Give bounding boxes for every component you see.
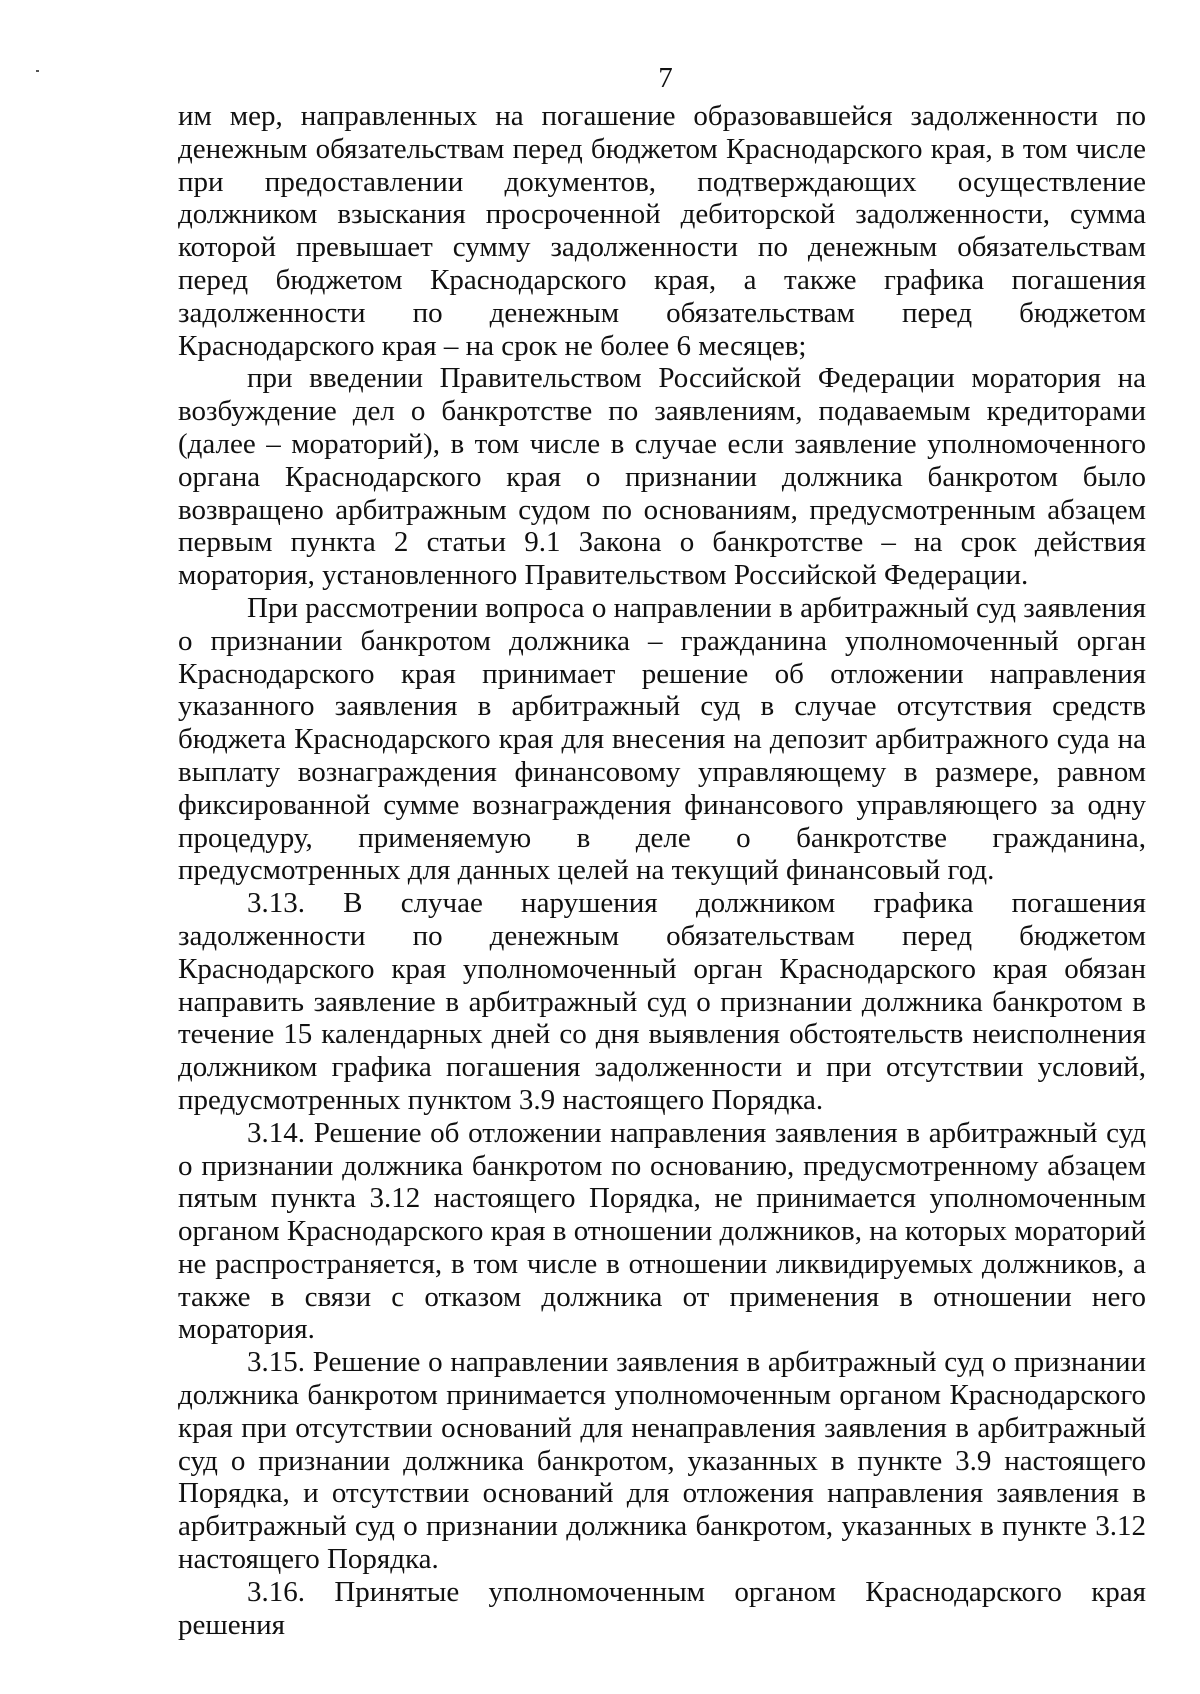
document-body [178,100,1146,1641]
page-number: 7 [658,62,673,94]
paragraph-continuation: им мер, направленных на погашение образовавшейся задолженности по денежным обязательствам перед бюджетом Краснодарского края, в том числе при предоставлении документов, подтверждающих осуществление должником взыскания просроченной дебиторской задолженности, сумма которой превышает сумму задолженности по денежным обязательствам перед бюджетом Краснодарского края, а также графика погашения задолженности по денежным обязательствам перед бюджетом Краснодарского края – на срок не более 6 месяцев; [178,100,1146,362]
paragraph-citizen-bankruptcy: При рассмотрении вопроса о направлении в арбитражный суд заявления о признании банкротом должника – гражданина уполномоченный орган Краснодарского края принимает решение об отложении направления указанного заявления в арбитражный суд в случае отсутствия средств бюджета Краснодарского края для внесения на депозит арбитражного суда на выплату вознаграждения финансовому управляющему в размере, равном фиксированной сумме вознаграждения финансового управляющего за одну процедуру, применяемую в деле о банкротстве гражданина, предусмотренных для данных целей на текущий финансовый год. [178,591,1146,887]
paragraph-3-16: 3.16. Принятые уполномоченным органом Краснодарского края решения [178,1575,1146,1641]
paragraph-moratorium: при введении Правительством Российской Федерации моратория на возбуждение дел о банкротстве по заявлениям, подаваемым кредиторами (далее – мораторий), в том числе в случае если заявление уполномоченного органа Краснодарского края о признании должника банкротом было возвращено арбитражным судом по основаниям, предусмотренным абзацем первым пункта 2 статьи 9.1 Закона о банкротстве – на срок действия моратория, установленного Правительством Российской Федерации. [178,362,1146,592]
paragraph-3-13: 3.13. В случае нарушения должником графика погашения задолженности по денежным обязательствам перед бюджетом Краснодарского края уполномоченный орган Краснодарского края обязан направить заявление в арбитражный суд о признании должника банкротом в течение 15 календарных дней со дня выявления обстоятельств неисполнения должником графика погашения задолженности и при отсутствии условий, предусмотренных пунктом 3.9 настоящего Порядка. [178,887,1146,1116]
paragraph-3-15: 3.15. Решение о направлении заявления в арбитражный суд о признании должника банкротом принимается уполномоченным органом Краснодарского края при отсутствии оснований для ненаправления заявления в арбитражный суд о признании должника банкротом, указанных в пункте 3.9 настоящего Порядка, и отсутствии оснований для отложения направления заявления в арбитражный суд о признании должника банкротом, указанных в пункте 3.12 настоящего Порядка. [178,1346,1146,1576]
paragraph-3-14: 3.14. Решение об отложении направления заявления в арбитражный суд о признании должника банкротом по основанию, предусмотренному абзацем пятым пункта 3.12 настоящего Порядка, не принимается уполномоченным органом Краснодарского края в отношении должников, на которых мораторий не распространяется, в том числе в отношении ликвидируемых должников, а также в связи с отказом должника от применения в отношении него моратория. [178,1116,1146,1346]
